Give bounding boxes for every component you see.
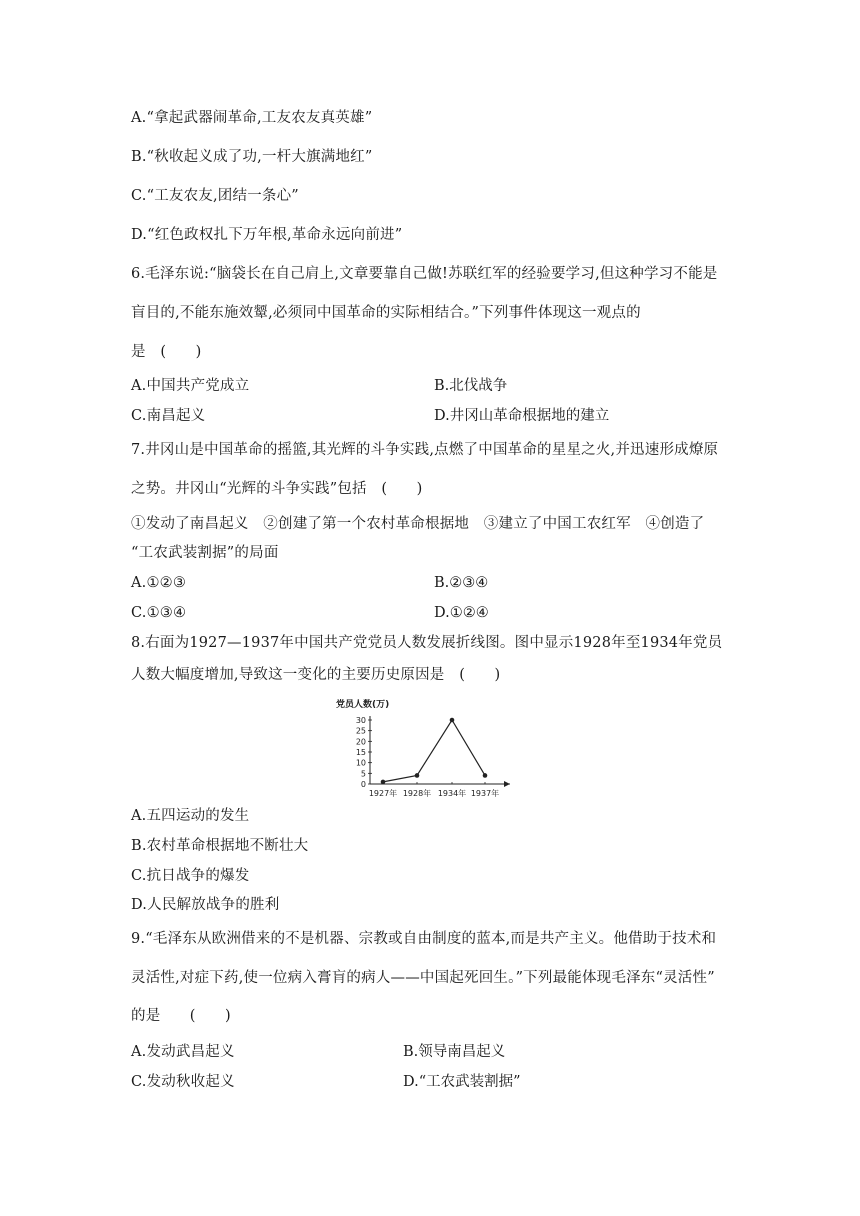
q6-stem-line2: 盲目的,不能东施效颦,必须同中国革命的实际相结合。”下列事件体现这一观点的 <box>131 305 641 321</box>
q7-option-d: D.①②④ <box>434 605 489 621</box>
q8-option-a: A.五四运动的发生 <box>131 808 250 824</box>
q5-option-d: D.“红色政权扎下万年根,革命永远向前进” <box>131 227 403 243</box>
q8-stem-line1: 8.右面为1927—1937年中国共产党党员人数发展折线图。图中显示1928年至1934年党员 <box>131 635 723 651</box>
q9-option-b: B.领导南昌起义 <box>403 1044 506 1060</box>
x-tick-label: 1937年 <box>470 789 500 798</box>
q9-stem-line1: 9.“毛泽东从欧洲借来的不是机器、宗教或自由制度的蓝本,而是共产主义。他借助于技术和 <box>131 931 717 947</box>
chart-title: 党员人数(万) <box>336 700 390 710</box>
q9-option-a: A.发动武昌起义 <box>131 1044 235 1060</box>
y-tick-label: 10 <box>355 758 366 768</box>
x-tick-label: 1927年 <box>368 789 398 798</box>
q7-option-c: C.①③④ <box>131 605 187 621</box>
data-point <box>450 718 455 723</box>
q6-stem-line1: 6.毛泽东说:“脑袋长在自己肩上,文章要靠自己做!苏联红军的经验要学习,但这种学习不能是 <box>131 266 718 282</box>
party-membership-chart <box>330 695 520 805</box>
q6-stem-line3: 是 ( ) <box>131 344 202 360</box>
data-point <box>381 780 386 785</box>
q9-stem-line3: 的是 ( ) <box>131 1008 231 1024</box>
x-tick-label: 1928年 <box>402 789 432 798</box>
q9-stem-line2: 灵活性,对症下药,使一位病入膏肓的病人——中国起死回生。”下列最能体现毛泽东“灵活性” <box>131 970 715 986</box>
q7-items-line2: “工农武装割据”的局面 <box>131 545 279 561</box>
q9-option-d: D.“工农武装割据” <box>403 1074 521 1090</box>
q5-option-a: A.“拿起武器闹革命,工友农友真英雄” <box>131 110 373 126</box>
q8-option-b: B.农村革命根据地不断壮大 <box>131 838 309 854</box>
series-line <box>383 720 485 782</box>
y-tick-label: 5 <box>360 769 366 779</box>
y-tick-label: 0 <box>360 780 366 789</box>
q6-option-b: B.北伐战争 <box>434 378 508 394</box>
x-tick-label: 1934年 <box>437 789 467 798</box>
q7-items-line1: ①发动了南昌起义 ②创建了第一个农村革命根据地 ③建立了中国工农红军 ④创造了 <box>131 516 705 532</box>
x-axis-arrow <box>504 781 510 787</box>
q6-option-c: C.南昌起义 <box>131 408 206 424</box>
y-tick-label: 25 <box>355 726 366 736</box>
q7-stem-line2: 之势。井冈山“光辉的斗争实践”包括 ( ) <box>131 481 423 497</box>
q7-stem-line1: 7.井冈山是中国革命的摇篮,其光辉的斗争实践,点燃了中国革命的星星之火,并迅速形成燎原 <box>131 442 719 458</box>
q5-option-c: C.“工友农友,团结一条心” <box>131 188 299 204</box>
y-tick-label: 15 <box>355 748 366 757</box>
q7-option-a: A.①②③ <box>131 575 187 591</box>
q8-option-d: D.人民解放战争的胜利 <box>131 897 280 913</box>
q6-option-a: A.中国共产党成立 <box>131 378 250 394</box>
y-tick-label: 30 <box>355 716 366 725</box>
q7-option-b: B.②③④ <box>434 575 489 591</box>
q8-option-c: C.抗日战争的爆发 <box>131 868 250 884</box>
data-point <box>483 773 488 778</box>
y-tick-label: 20 <box>355 737 366 747</box>
q6-option-d: D.井冈山革命根据地的建立 <box>434 408 610 424</box>
q9-option-c: C.发动秋收起义 <box>131 1074 235 1090</box>
q8-stem-line2: 人数大幅度增加,导致这一变化的主要历史原因是 ( ) <box>131 667 501 683</box>
q5-option-b: B.“秋收起义成了功,一杆大旗满地红” <box>131 149 373 165</box>
data-point <box>415 773 420 778</box>
